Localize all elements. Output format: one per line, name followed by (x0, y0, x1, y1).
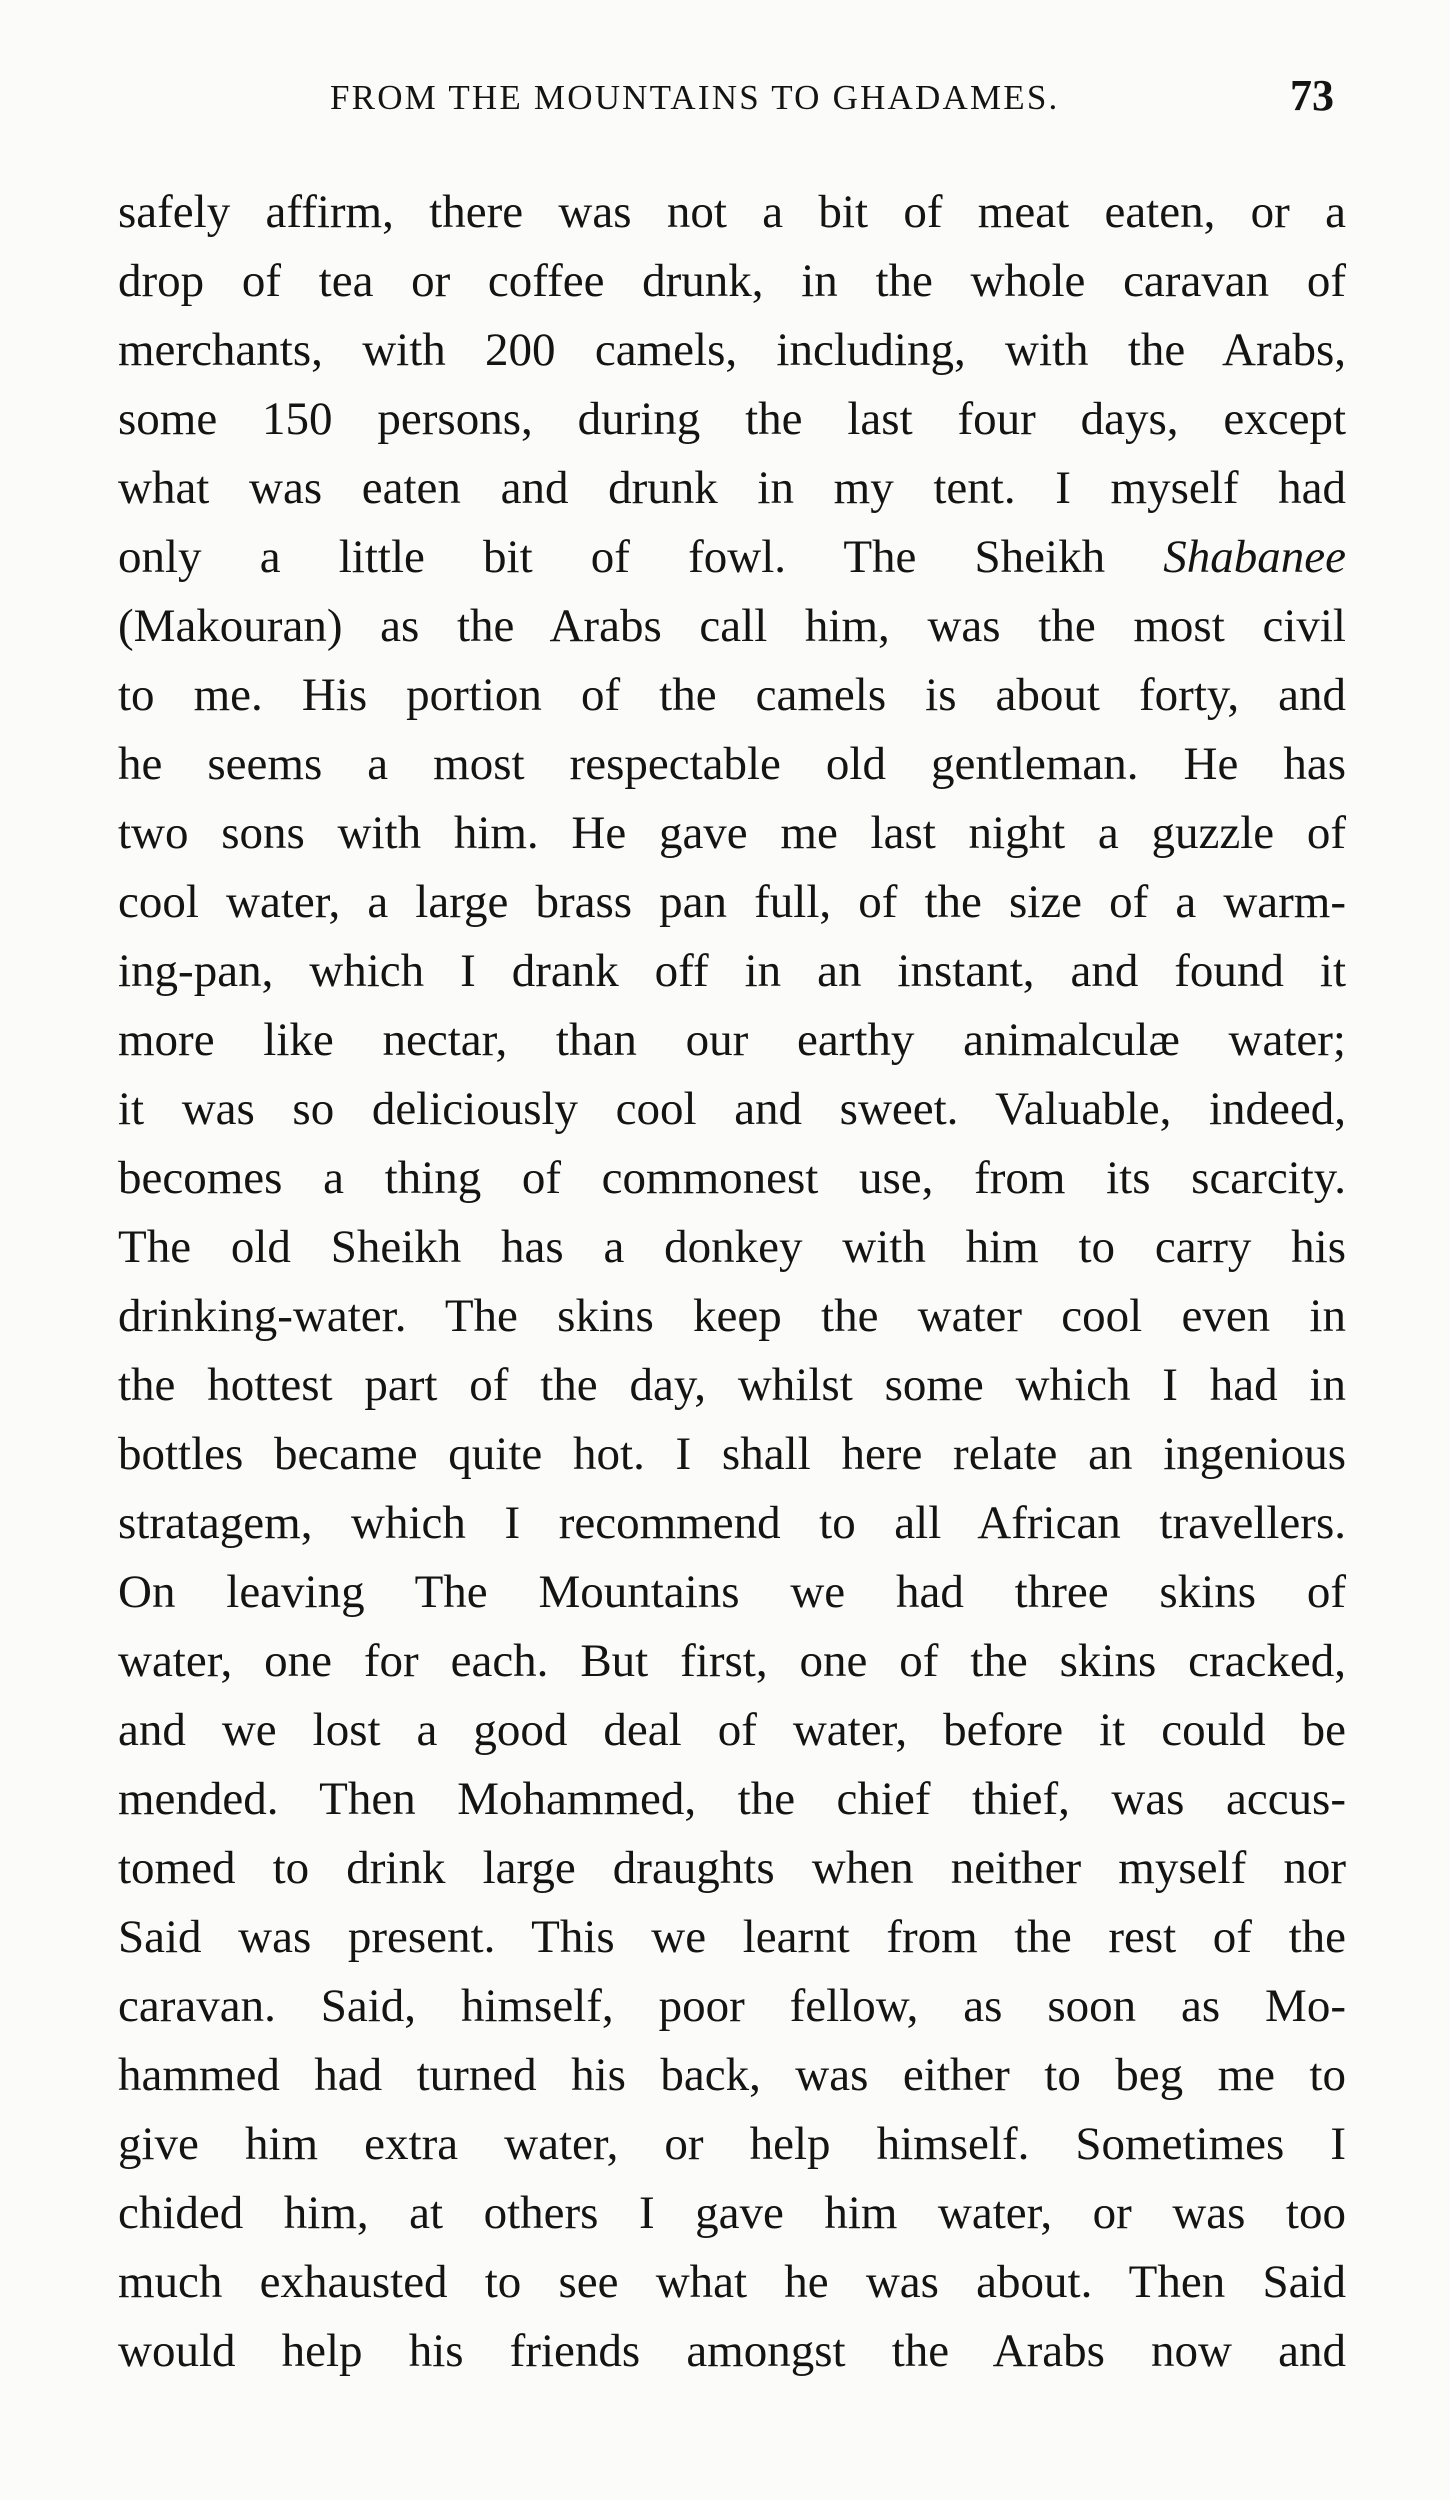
text-line: to me. His portion of the camels is about forty, and (118, 669, 1346, 721)
body-text (118, 178, 1346, 2386)
text-line: hammed had turned his back, was either to beg me to (118, 2049, 1346, 2101)
text-line: Said was present. This we learnt from the rest of the (118, 1911, 1346, 1963)
text-line: the hottest part of the day, whilst some which I had in (118, 1359, 1346, 1411)
text-line: and we lost a good deal of water, before it could be (118, 1704, 1346, 1756)
text-line: what was eaten and drunk in my tent. I myself had (118, 462, 1346, 514)
page-number: 73 (1290, 71, 1334, 120)
text-line: merchants, with 200 camels, including, with the Arabs, (118, 324, 1346, 376)
text-line: drop of tea or coffee drunk, in the whole caravan of (118, 255, 1346, 307)
text-line: caravan. Said, himself, poor fellow, as soon as Mo- (118, 1980, 1346, 2032)
text-line: water, one for each. But first, one of the skins cracked, (118, 1635, 1346, 1687)
text-line: becomes a thing of commonest use, from its scarcity. (118, 1152, 1346, 1204)
text-line: he seems a most respectable old gentleman. He has (118, 738, 1346, 790)
text-line: much exhausted to see what he was about. Then Said (118, 2256, 1346, 2308)
text-line: more like nectar, than our earthy animalculæ water; (118, 1014, 1346, 1066)
text-line-segment: only a little bit of fowl. The Sheikh (118, 531, 1106, 583)
text-line: tomed to drink large draughts when neither myself nor (118, 1842, 1346, 1894)
text-line: safely affirm, there was not a bit of meat eaten, or a (118, 186, 1346, 238)
italic-name: Shabanee (1163, 531, 1346, 583)
text-line: mended. Then Mohammed, the chief thief, was accus- (118, 1773, 1346, 1825)
text-line: some 150 persons, during the last four days, except (118, 393, 1346, 445)
text-line: (Makouran) as the Arabs call him, was the most civil (118, 600, 1346, 652)
text-line (118, 523, 1346, 592)
text-line: On leaving The Mountains we had three skins of (118, 1566, 1346, 1618)
text-line: ing-pan, which I drank off in an instant, and found it (118, 945, 1346, 997)
text-line: cool water, a large brass pan full, of the size of a warm- (118, 876, 1346, 928)
text-line: give him extra water, or help himself. Sometimes I (118, 2118, 1346, 2170)
text-line: The old Sheikh has a donkey with him to carry his (118, 1221, 1346, 1273)
text-line: bottles became quite hot. I shall here relate an ingenious (118, 1428, 1346, 1480)
text-line: chided him, at others I gave him water, or was too (118, 2187, 1346, 2239)
text-line: it was so deliciously cool and sweet. Valuable, indeed, (118, 1083, 1346, 1135)
text-line: two sons with him. He gave me last night a guzzle of (118, 807, 1346, 859)
text-line: would help his friends amongst the Arabs now and (118, 2325, 1346, 2377)
running-head: FROM THE MOUNTAINS TO GHADAMES. (330, 78, 1060, 117)
text-line: stratagem, which I recommend to all African travellers. (118, 1497, 1346, 1549)
text-line: drinking-water. The skins keep the water cool even in (118, 1290, 1346, 1342)
